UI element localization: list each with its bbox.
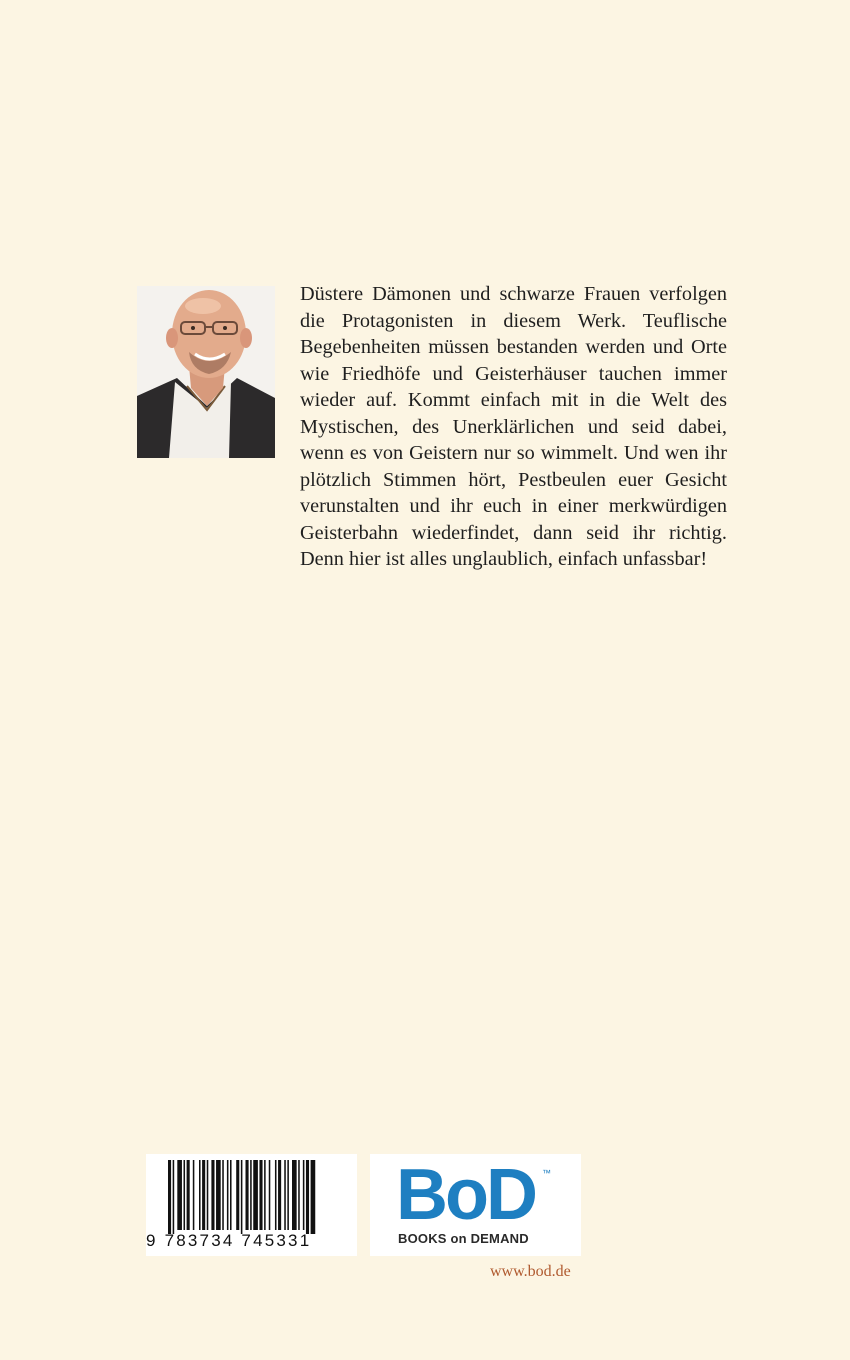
barcode-bar	[275, 1160, 277, 1230]
barcode-bar	[207, 1160, 209, 1230]
publisher-logo	[370, 1154, 581, 1256]
barcode-bar	[227, 1160, 229, 1230]
bod-tagline: BOOKS on DEMAND	[398, 1231, 529, 1246]
barcode-bar	[216, 1160, 221, 1230]
barcode-bar	[298, 1160, 300, 1230]
barcode-bar	[193, 1160, 195, 1230]
bod-wordmark: BoD	[396, 1155, 535, 1235]
isbn-barcode	[146, 1154, 357, 1256]
barcode-bar	[222, 1160, 224, 1230]
barcode-bar	[292, 1160, 297, 1230]
barcode-bar	[230, 1160, 232, 1230]
barcode-bar	[311, 1160, 316, 1234]
barcode-bar	[284, 1160, 286, 1230]
author-photo	[137, 286, 275, 458]
publisher-website[interactable]: www.bod.de	[490, 1263, 571, 1280]
barcode-bar	[199, 1160, 201, 1230]
barcode-bar	[168, 1160, 171, 1234]
barcode-bar	[246, 1160, 249, 1230]
barcode-bar	[287, 1160, 289, 1230]
barcode-bar	[269, 1160, 271, 1230]
barcode-bar	[236, 1160, 239, 1230]
barcode-bar	[187, 1160, 190, 1230]
trademark-symbol: ™	[542, 1168, 551, 1178]
barcode-bar	[173, 1160, 175, 1234]
author-portrait-image	[137, 286, 275, 458]
barcode-bar	[306, 1160, 309, 1234]
barcode-bar	[264, 1160, 266, 1230]
barcode-bar	[177, 1160, 182, 1230]
barcode-bar	[278, 1160, 281, 1230]
barcode-bar	[211, 1160, 214, 1230]
barcode-bar	[259, 1160, 262, 1230]
barcode-bar	[250, 1160, 252, 1230]
barcode-bar	[241, 1160, 243, 1234]
isbn-digits: 9 783734 745331	[146, 1231, 312, 1250]
barcode-bars	[146, 1154, 357, 1234]
barcode-bar	[184, 1160, 186, 1230]
blurb-text: Düstere Dämonen und schwarze Frauen verfolgen die Protagonisten in diesem Werk. Teuflische Begebenheiten müssen bestanden werden und Orte wie Friedhöfe und Geisterhäuser tauchen immer wieder auf. Kommt einfach mit in die Welt des Mystischen, des Unerklärlichen und seid dabei, wenn es von Geistern nur so wimmelt. Und wen ihr plötzlich Stimmen hört, Pestbeulen euer Gesicht verunstalten und ihr euch in einer merkwürdigen Geisterbahn wiederfindet, dann seid ihr richtig. Denn hier ist alles unglaublich, einfach unfassbar!	[300, 283, 727, 570]
barcode-bar	[202, 1160, 205, 1230]
barcode-bar	[303, 1160, 305, 1230]
barcode-bar	[253, 1160, 258, 1230]
